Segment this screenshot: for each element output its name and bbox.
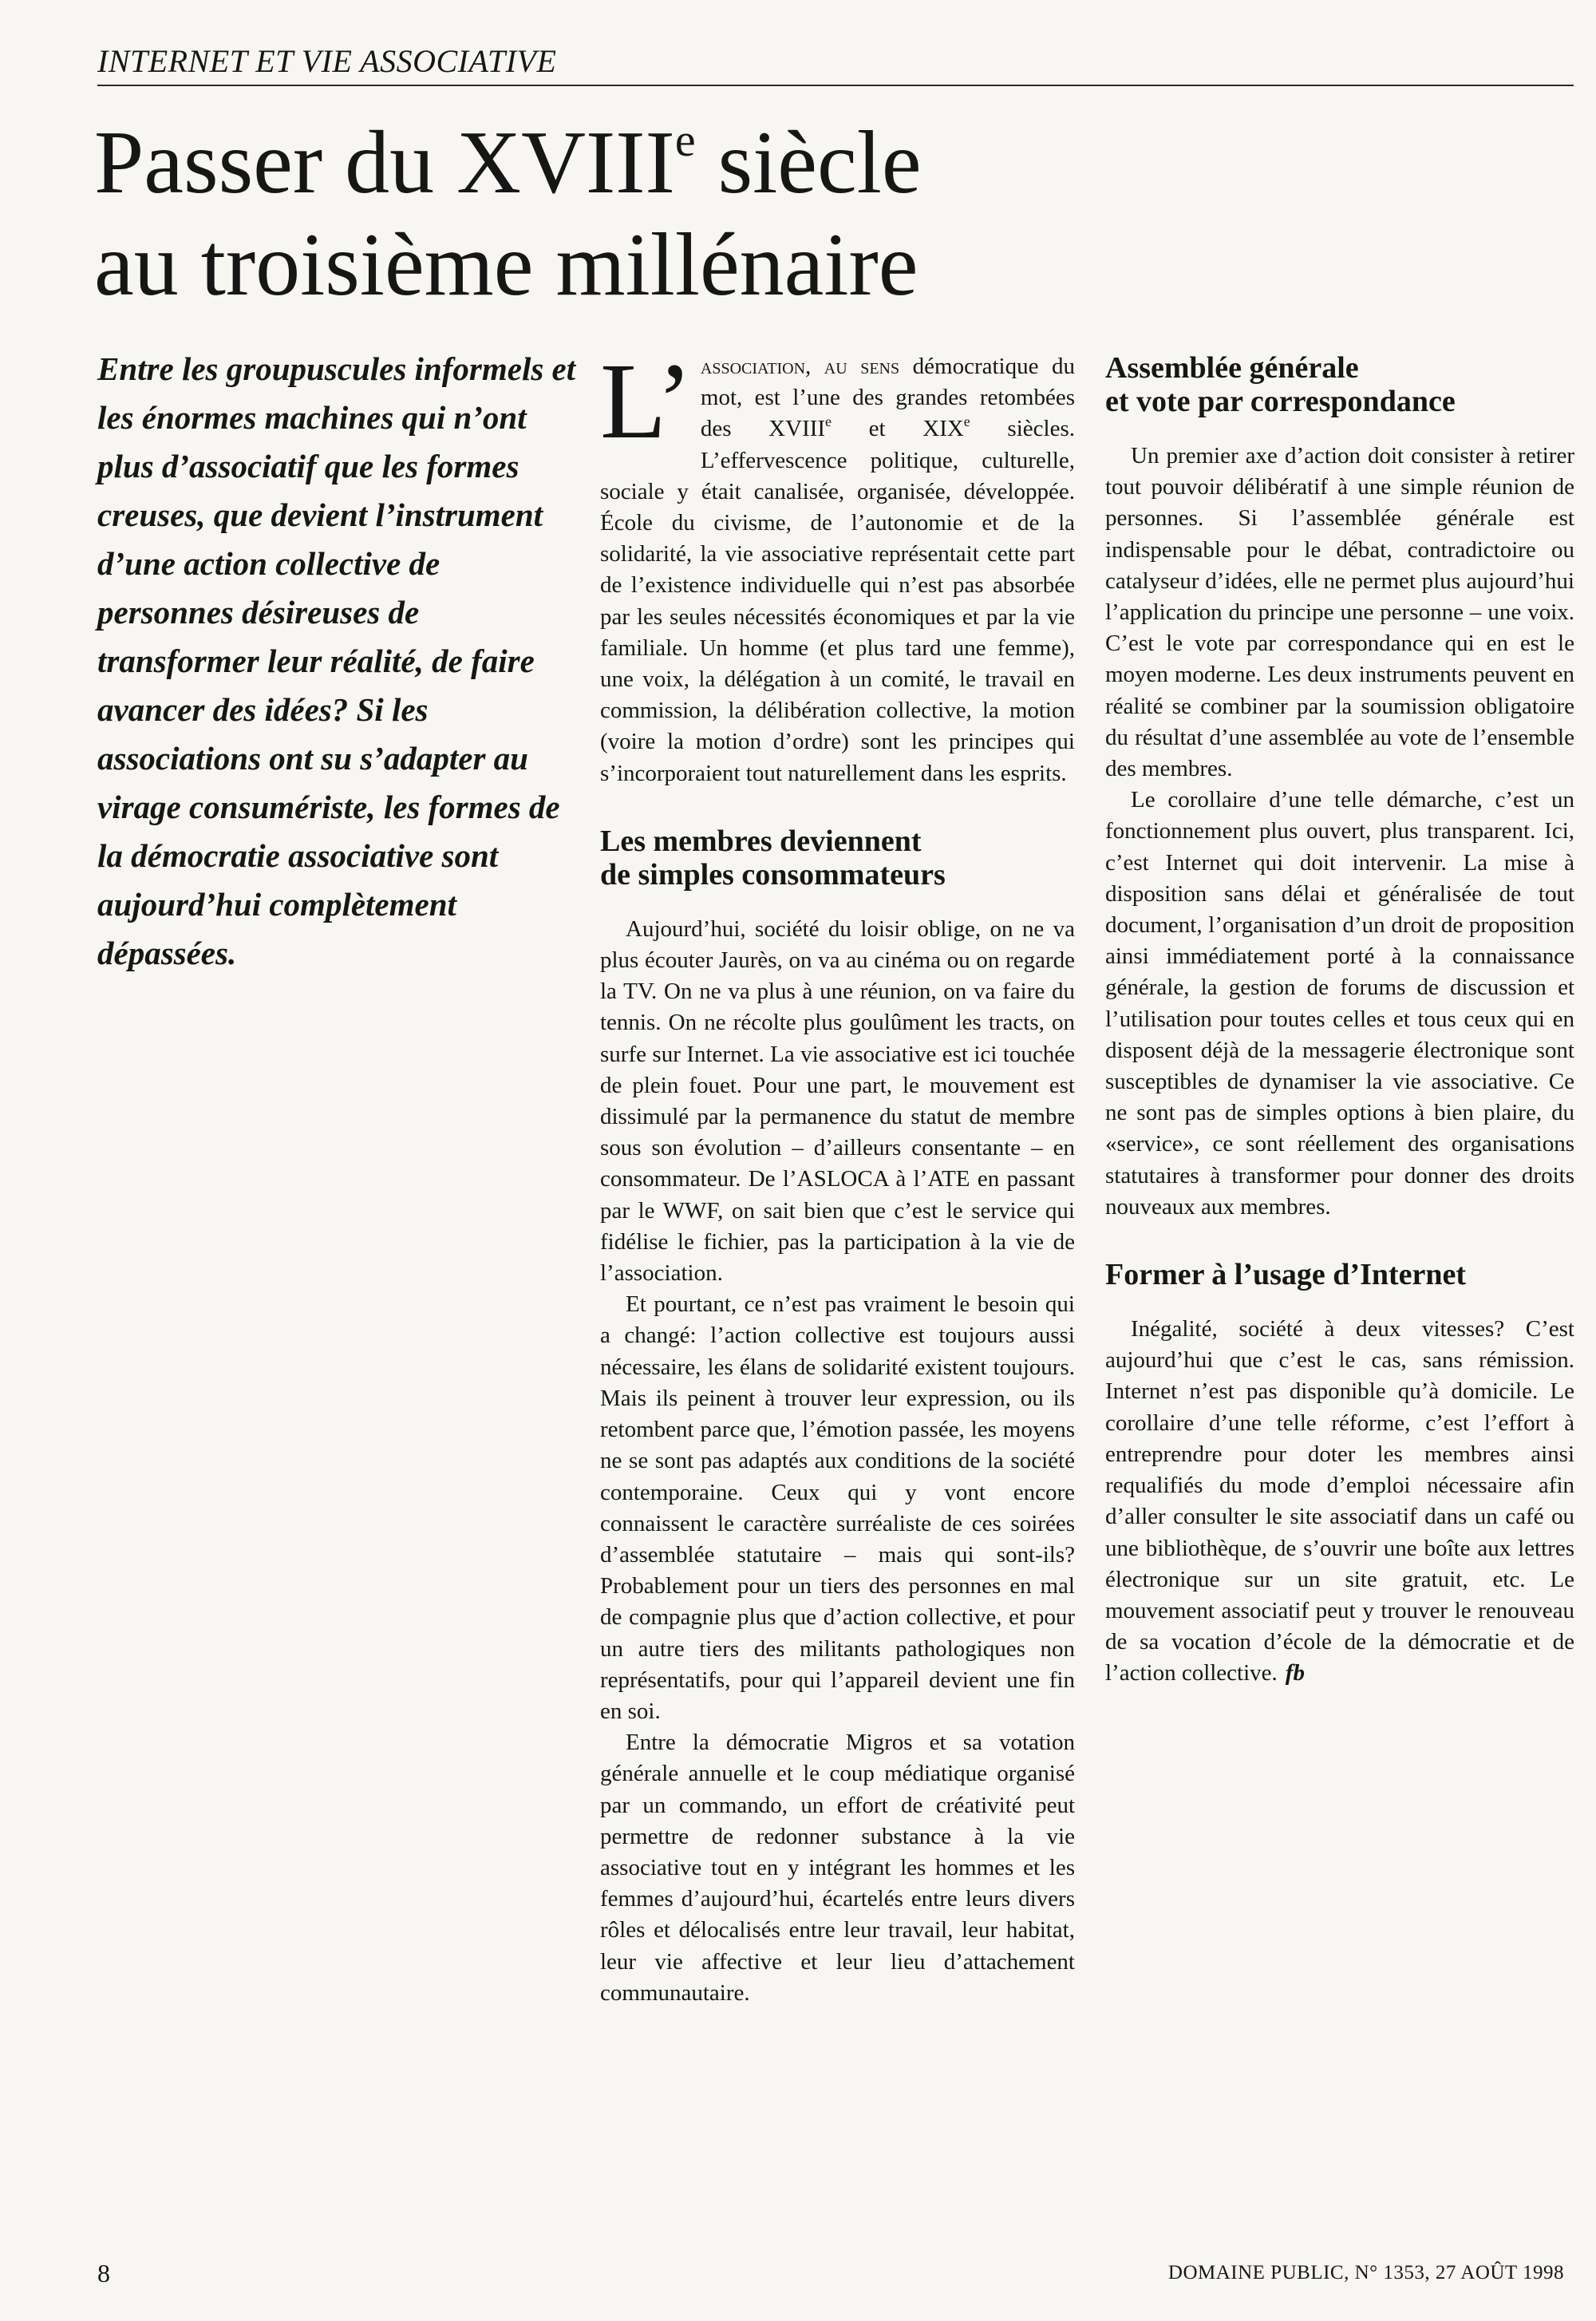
intro-smallcaps: association, au sens bbox=[700, 354, 900, 379]
title-superscript: e bbox=[674, 114, 696, 166]
author-signature: fb bbox=[1285, 1660, 1305, 1686]
article-lede: Entre les groupuscules informels et les énormes machines qui n’ont plus d’associatif que les formes creuses, que devient l’instrument d’une action collective de personnes désireuses de transformer leur réalité, de faire avancer des idées? Si les associations ont su s’adapter au virage consumériste, les formes de la démocratie associative sont aujourd’hui complètement dépassées. bbox=[97, 350, 576, 971]
intro-sup-b: e bbox=[963, 413, 970, 430]
section3-heading: Former à l’usage d’Internet bbox=[1105, 1258, 1467, 1292]
drop-cap: L’ bbox=[600, 342, 693, 461]
section1-paragraph-3: Entre la démocratie Migros et sa votation générale annuelle et le coup médiatique organisé par un commando, un effort de créativité peut permettre de redonner substance à la vie associative tout en y intégrant les hommes et les femmes d’aujourd’hui, écartelés entre leurs divers rôles et délocalisés entre leur travail, leur habitat, leur vie affective et leur lieu d’attachement communautaire. bbox=[600, 1730, 1075, 2006]
title-line1-a: Passer du XVIII bbox=[94, 113, 675, 212]
title-line2: au troisième millénaire bbox=[94, 215, 918, 314]
section2-heading bbox=[1105, 351, 1574, 418]
section3-paragraph-1 bbox=[1105, 1314, 1574, 1689]
intro-text-b: et XIX bbox=[832, 416, 964, 442]
article-column-2 bbox=[1105, 351, 1574, 1690]
title-line1-b: siècle bbox=[695, 113, 922, 212]
section3-text: Inégalité, société à deux vitesses? C’est aujourd’hui que c’est le cas, sans rémission. Internet n’est pas disponible qu’à domicile. Le corollaire d’une telle réforme, c’est l’effort à entreprendre pour doter les membres ainsi requalifiés du mode d’emploi nécessaire afin d’aller consulter le site associatif dans un café ou une bibliothèque, de s’ouvrir une boîte aux lettres électronique sur un site gratuit, etc. Le mouvement associatif peut y trouver le renouveau de sa vocation d’école de la démocratie et de l’action collective. bbox=[1105, 1316, 1574, 1686]
section-rubric: INTERNET ET VIE ASSOCIATIVE bbox=[97, 42, 1574, 86]
section2-paragraph-2: Le corollaire d’une telle démarche, c’est un fonctionnement plus ouvert, plus transparent. Ici, c’est Internet qui doit intervenir. La mise à disposition sans délai et généralisée de tout document, l’organisation d’un droit de proposition ainsi immédiatement porté à la connaissance générale, la gestion de forums de discussion et l’utilisation pour toutes celles et tous ceux qui en disposent déjà de la messagerie électronique sont susceptibles de dynamiser la vie associative. Ce ne sont pas de simples options à bien plaire, du «service», ce sont réellement des organisations statutaires à transformer pour donner des droits nouveaux aux membres. bbox=[1105, 787, 1574, 1220]
section2-heading-l1: Assemblée générale bbox=[1105, 351, 1359, 385]
section1-heading bbox=[600, 824, 1075, 892]
article-title bbox=[94, 112, 1132, 316]
intro-text-c: siècles. L’effervescence politique, culturelle, sociale y était canalisée, organisée, développée. École du civisme, de l’autonomie et de la solidarité, la vie associative représentait cette part de l’existence individuelle qui n’est pas absorbée par les seules nécessités économiques et par la vie familiale. Un homme (et plus tard une femme), une voix, la délégation à un comité, le travail en commission, la délibération collective, la motion (voire la motion d’ordre) sont les principes qui s’incorporaient tout naturellement dans les esprits. bbox=[600, 416, 1075, 786]
intro-paragraph bbox=[600, 342, 1075, 789]
publication-footer: DOMAINE PUBLIC, N° 1353, 27 AOÛT 1998 bbox=[1167, 2262, 1564, 2283]
section1-heading-l1: Les membres deviennent bbox=[600, 824, 922, 858]
section2-paragraph-1: Un premier axe d’action doit consister à retirer tout pouvoir délibératif à une simple réunion de personnes. Si l’assemblée générale est indispensable pour le débat, contradictoire ou catalyseur d’idées, elle ne permet plus aujourd’hui l’application du principe une personne – une voix. C’est le vote par correspondance qui en est le moyen moderne. Les deux instruments peuvent en réalité se combiner par la soumission obligatoire du résultat d’une assemblée au vote de l’ensemble des membres. bbox=[1105, 443, 1574, 782]
intro-text-a: démocratique du mot, est l’une des grandes retombées des XVIII bbox=[700, 354, 1075, 442]
section2-heading-l2: et vote par correspondance bbox=[1105, 385, 1456, 418]
page-number: 8 bbox=[97, 2259, 110, 2287]
intro-sup-a: e bbox=[825, 413, 832, 430]
section1-heading-l2: de simples consommateurs bbox=[600, 857, 946, 892]
section1-paragraph-1: Aujourd’hui, société du loisir oblige, on ne va plus écouter Jaurès, on va au cinéma ou on regarde la TV. On ne va plus à une réunion, on va faire du tennis. On ne récolte plus goulûment les tracts, on surfe sur Internet. La vie associative est ici touchée de plein fouet. Pour une part, le mouvement est dissimulé par la permanence du statut de membre sous son évolution – d’ailleurs consentante – en consommateur. De l’ASLOCA à l’ATE en passant par le WWF, on sait bien que c’est le service qui fidélise le fichier, pas la participation à la vie de l’association. bbox=[600, 915, 1075, 1287]
article-column-1 bbox=[600, 342, 1075, 2009]
section1-paragraph-2: Et pourtant, ce n’est pas vraiment le besoin qui a changé: l’action collective est toujours aussi nécessaire, les élans de solidarité existent toujours. Mais ils peinent à trouver leur expression, ou ils retombent parce que, l’émotion passée, les moyens ne se sont pas adaptés aux conditions de la société contemporaine. Ceux qui y vont encore connaissent le caractère surréaliste de ces soirées d’assemblée statutaire – mais qui sont-ils? Probablement pour un tiers des personnes en mal de compagnie plus que d’action collective, et pour un autre tiers des militants pathologiques non représentatifs, pour qui l’appareil devient une fin en soi. bbox=[600, 1291, 1075, 1724]
